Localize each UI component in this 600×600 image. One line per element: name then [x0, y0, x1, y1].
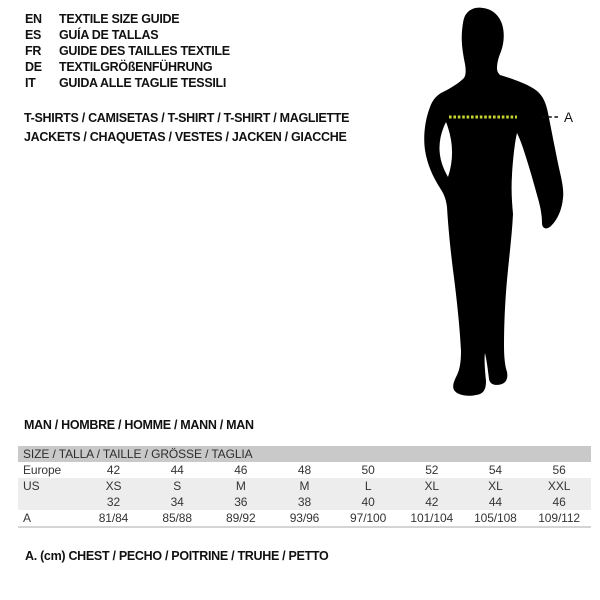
cell: 50: [361, 463, 375, 477]
cell: 46: [234, 463, 248, 477]
table-row-us-numeric: [18, 494, 591, 510]
cell: M: [235, 479, 246, 493]
language-code: EN: [25, 12, 42, 26]
cell: 44: [170, 463, 184, 477]
table-header-cell: SIZE / TALLA / TAILLE / GRÖSSE / TAGLIA: [18, 446, 591, 462]
category-tshirts: T-SHIRTS / CAMISETAS / T-SHIRT / T-SHIRT / MAGLIETTE: [24, 111, 350, 125]
cell: L: [364, 479, 372, 493]
cell: 38: [297, 495, 312, 509]
table-row-us: [18, 478, 591, 494]
section-title-man: MAN / HOMBRE / HOMME / MANN / MAN: [24, 418, 254, 432]
cell: XL: [424, 479, 439, 493]
cell: 81/84: [98, 511, 129, 525]
cell: 42: [425, 495, 439, 509]
cell: XL: [488, 479, 503, 493]
row-label: Europe: [23, 463, 62, 477]
cell: 93/96: [289, 511, 320, 525]
cell: 85/88: [162, 511, 192, 525]
language-code: DE: [25, 60, 42, 74]
cell: XS: [105, 479, 122, 493]
row-label: A: [23, 511, 31, 525]
language-code: IT: [25, 76, 36, 90]
size-table-container: [18, 446, 591, 528]
cell: 36: [234, 495, 248, 509]
row-label: US: [23, 479, 40, 493]
cell: 44: [488, 495, 502, 509]
cell: 48: [297, 463, 312, 477]
language-label: TEXTILGRÖßENFÜHRUNG: [59, 60, 213, 74]
row-label: [18, 494, 82, 510]
cell: 56: [552, 463, 566, 477]
measure-label-a: A: [564, 110, 574, 125]
language-code: FR: [25, 44, 42, 58]
category-jackets: JACKETS / CHAQUETAS / VESTES / JACKEN / GIACCHE: [24, 130, 347, 144]
cell: S: [173, 479, 182, 493]
cell: 97/100: [350, 511, 387, 525]
table-row-a-chest: [18, 510, 591, 527]
cell: 46: [552, 495, 566, 509]
cell: 34: [170, 495, 184, 509]
cell: 54: [488, 463, 502, 477]
size-table: [18, 446, 591, 528]
cell: 40: [361, 495, 375, 509]
language-label: TEXTILE SIZE GUIDE: [59, 12, 180, 26]
cell: 52: [425, 463, 439, 477]
man-silhouette: [424, 8, 563, 396]
table-header-row: [18, 446, 591, 462]
cell: 32: [106, 495, 121, 509]
language-label: GUIDE DES TAILLES TEXTILE: [59, 44, 230, 58]
cell: 109/112: [538, 511, 581, 525]
language-label: GUIDA ALLE TAGLIE TESSILI: [59, 76, 227, 90]
cell: 101/104: [410, 511, 454, 525]
language-label: GUÍA DE TALLAS: [59, 28, 159, 42]
cell: M: [299, 479, 310, 493]
cell: XXL: [547, 479, 571, 493]
cell: 42: [106, 463, 121, 477]
footnote-chest-measurement: A. (cm) CHEST / PECHO / POITRINE / TRUHE / PETTO: [25, 549, 329, 563]
language-code: ES: [25, 28, 42, 42]
cell: 105/108: [474, 511, 517, 525]
table-row-europe: [18, 462, 591, 478]
cell: 89/92: [226, 511, 256, 525]
